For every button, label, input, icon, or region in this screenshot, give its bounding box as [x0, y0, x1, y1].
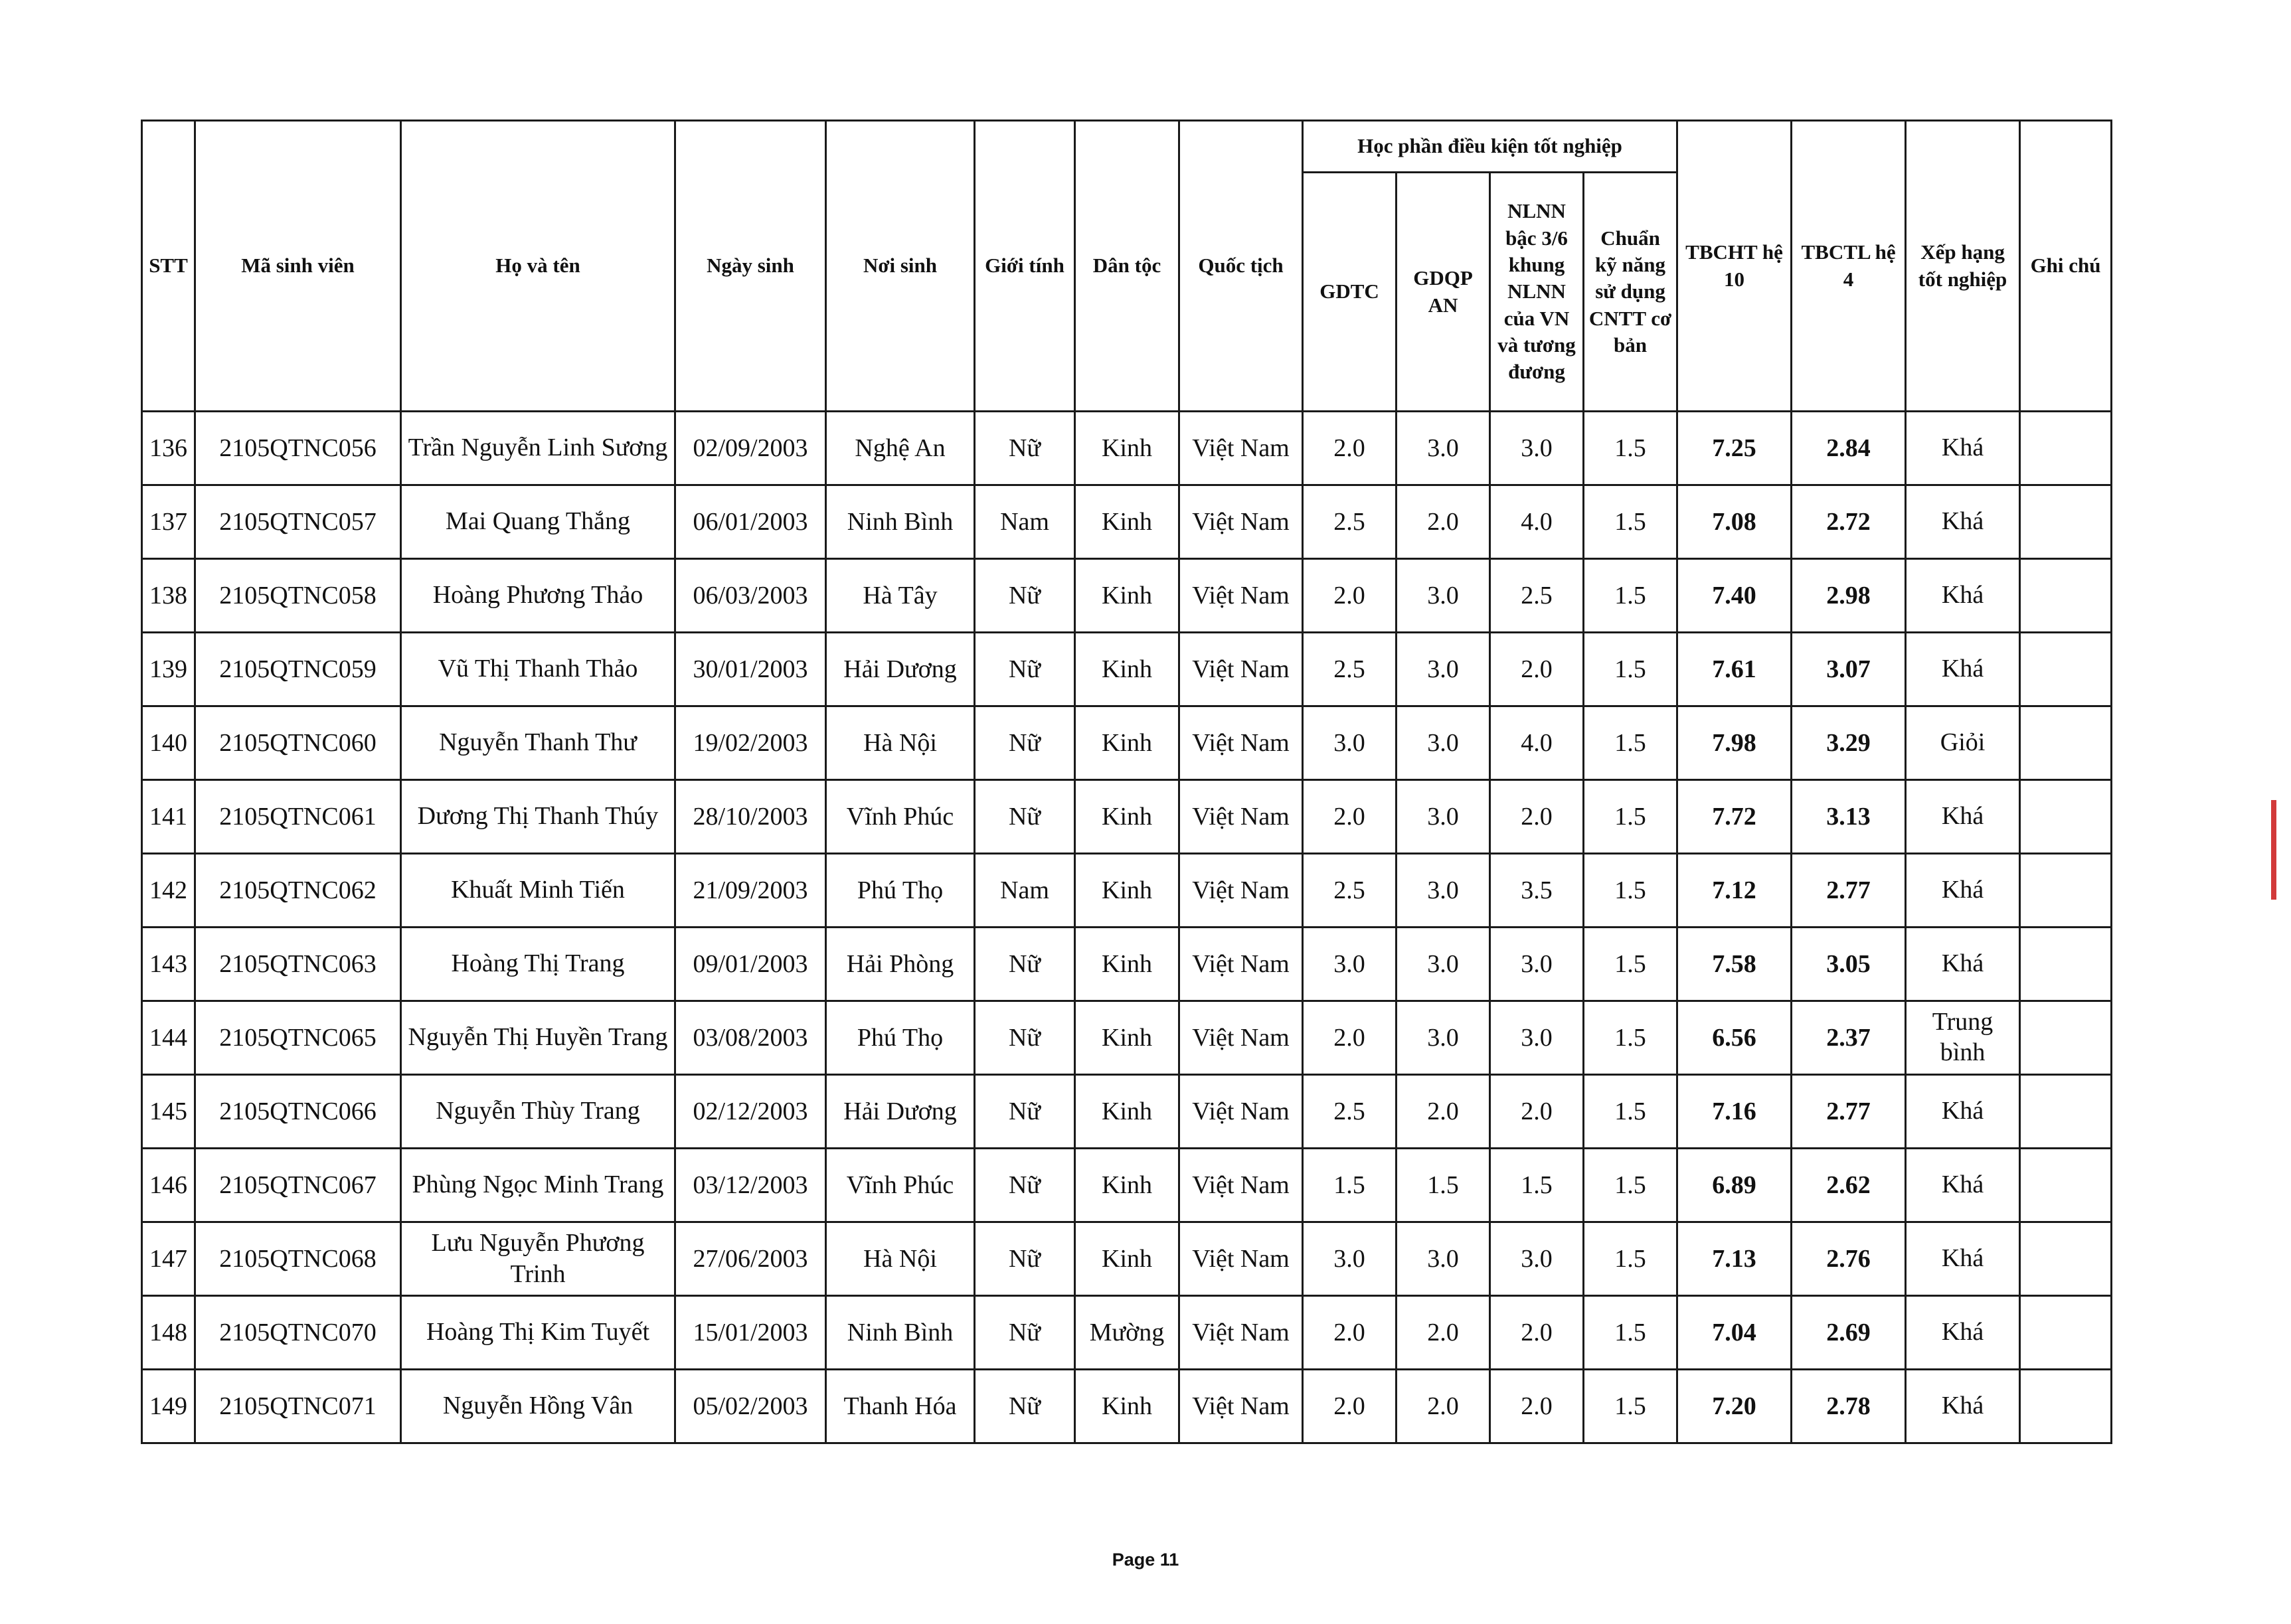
- cell-note: [2020, 1001, 2112, 1075]
- cell-rank: Giỏi: [1906, 706, 2020, 780]
- cell-stt: 143: [142, 928, 195, 1001]
- cell-full-name: Hoàng Thị Kim Tuyết: [401, 1296, 675, 1370]
- cell-ethnicity: Kinh: [1075, 412, 1179, 485]
- table-row: [142, 1370, 2112, 1443]
- cell-gdqp: 3.0: [1397, 633, 1490, 706]
- graduation-table: [141, 120, 2112, 1444]
- cell-birthplace: Ninh Bình: [826, 1296, 975, 1370]
- cell-rank: Khá: [1906, 412, 2020, 485]
- cell-gdqp: 2.0: [1397, 485, 1490, 559]
- cell-nationality: Việt Nam: [1179, 706, 1303, 780]
- cell-gdtc: 2.5: [1303, 633, 1397, 706]
- cell-full-name: Hoàng Thị Trang: [401, 928, 675, 1001]
- cell-nlnn: 2.5: [1490, 559, 1584, 633]
- cell-nationality: Việt Nam: [1179, 412, 1303, 485]
- cell-note: [2020, 1370, 2112, 1443]
- cell-tbctl: 3.13: [1792, 780, 1906, 854]
- cell-tbcht: 7.16: [1677, 1075, 1792, 1149]
- cell-note: [2020, 706, 2112, 780]
- cell-rank: Trung bình: [1906, 1001, 2020, 1075]
- cell-note: [2020, 633, 2112, 706]
- cell-gdqp: 3.0: [1397, 559, 1490, 633]
- cell-stt: 145: [142, 1075, 195, 1149]
- cell-gdqp: 3.0: [1397, 928, 1490, 1001]
- cell-nlnn: 3.5: [1490, 854, 1584, 928]
- cell-cntt: 1.5: [1584, 1222, 1677, 1296]
- cell-student-id: 2105QTNC056: [195, 412, 401, 485]
- cell-nationality: Việt Nam: [1179, 1370, 1303, 1443]
- cell-dob: 05/02/2003: [675, 1370, 826, 1443]
- cell-rank: Khá: [1906, 559, 2020, 633]
- cell-birthplace: Hà Tây: [826, 559, 975, 633]
- cell-cntt: 1.5: [1584, 633, 1677, 706]
- cell-tbcht: 7.08: [1677, 485, 1792, 559]
- cell-student-id: 2105QTNC065: [195, 1001, 401, 1075]
- cell-gdtc: 2.0: [1303, 780, 1397, 854]
- cell-student-id: 2105QTNC063: [195, 928, 401, 1001]
- cell-gender: Nữ: [975, 412, 1075, 485]
- cell-gdqp: 3.0: [1397, 706, 1490, 780]
- cell-gdtc: 1.5: [1303, 1149, 1397, 1222]
- cell-tbctl: 2.77: [1792, 854, 1906, 928]
- cell-note: [2020, 1296, 2112, 1370]
- cell-ethnicity: Kinh: [1075, 780, 1179, 854]
- cell-ethnicity: Kinh: [1075, 1222, 1179, 1296]
- cell-cntt: 1.5: [1584, 1075, 1677, 1149]
- cell-stt: 142: [142, 854, 195, 928]
- table-row: [142, 412, 2112, 485]
- cell-dob: 19/02/2003: [675, 706, 826, 780]
- cell-student-id: 2105QTNC067: [195, 1149, 401, 1222]
- cell-gender: Nữ: [975, 633, 1075, 706]
- cell-rank: Khá: [1906, 1149, 2020, 1222]
- cell-tbctl: 2.69: [1792, 1296, 1906, 1370]
- cell-full-name: Dương Thị Thanh Thúy: [401, 780, 675, 854]
- cell-nationality: Việt Nam: [1179, 1149, 1303, 1222]
- cell-rank: Khá: [1906, 633, 2020, 706]
- cell-student-id: 2105QTNC057: [195, 485, 401, 559]
- cell-stt: 136: [142, 412, 195, 485]
- header-birthplace: Nơi sinh: [826, 121, 975, 412]
- cell-gdqp: 2.0: [1397, 1075, 1490, 1149]
- cell-full-name: Nguyễn Thị Huyền Trang: [401, 1001, 675, 1075]
- cell-tbcht: 7.20: [1677, 1370, 1792, 1443]
- cell-gdtc: 2.5: [1303, 1075, 1397, 1149]
- cell-tbcht: 6.89: [1677, 1149, 1792, 1222]
- cell-tbctl: 2.77: [1792, 1075, 1906, 1149]
- table-row: [142, 780, 2112, 854]
- cell-nlnn: 2.0: [1490, 1075, 1584, 1149]
- cell-note: [2020, 1075, 2112, 1149]
- table-header: [142, 121, 2112, 412]
- cell-nlnn: 2.0: [1490, 633, 1584, 706]
- header-student-id: Mã sinh viên: [195, 121, 401, 412]
- cell-rank: Khá: [1906, 928, 2020, 1001]
- graduation-list-sheet: [141, 120, 2110, 1444]
- cell-rank: Khá: [1906, 485, 2020, 559]
- cell-gender: Nữ: [975, 1222, 1075, 1296]
- cell-student-id: 2105QTNC061: [195, 780, 401, 854]
- cell-stt: 137: [142, 485, 195, 559]
- cell-rank: Khá: [1906, 1296, 2020, 1370]
- cell-student-id: 2105QTNC071: [195, 1370, 401, 1443]
- cell-gender: Nữ: [975, 559, 1075, 633]
- cell-full-name: Lưu Nguyễn Phương Trinh: [401, 1222, 675, 1296]
- cell-gdtc: 2.5: [1303, 485, 1397, 559]
- table-row: [142, 928, 2112, 1001]
- cell-cntt: 1.5: [1584, 1149, 1677, 1222]
- table-row: [142, 854, 2112, 928]
- cell-student-id: 2105QTNC062: [195, 854, 401, 928]
- header-nationality: Quốc tịch: [1179, 121, 1303, 412]
- cell-dob: 03/12/2003: [675, 1149, 826, 1222]
- header-stt: STT: [142, 121, 195, 412]
- cell-dob: 28/10/2003: [675, 780, 826, 854]
- cell-gdtc: 2.0: [1303, 1296, 1397, 1370]
- cell-stt: 140: [142, 706, 195, 780]
- cell-full-name: Nguyễn Thùy Trang: [401, 1075, 675, 1149]
- cell-birthplace: Hà Nội: [826, 706, 975, 780]
- cell-dob: 21/09/2003: [675, 854, 826, 928]
- table-row: [142, 706, 2112, 780]
- header-graduation-conditions: Học phần điều kiện tốt nghiệp: [1303, 121, 1677, 173]
- cell-tbctl: 3.05: [1792, 928, 1906, 1001]
- scan-edge-mark: [2271, 800, 2276, 900]
- table-row: [142, 1222, 2112, 1296]
- cell-rank: Khá: [1906, 1075, 2020, 1149]
- cell-ethnicity: Kinh: [1075, 854, 1179, 928]
- cell-nlnn: 2.0: [1490, 1370, 1584, 1443]
- cell-stt: 146: [142, 1149, 195, 1222]
- cell-birthplace: Phú Thọ: [826, 854, 975, 928]
- cell-rank: Khá: [1906, 1370, 2020, 1443]
- cell-tbcht: 6.56: [1677, 1001, 1792, 1075]
- cell-gdtc: 3.0: [1303, 928, 1397, 1001]
- cell-tbctl: 2.84: [1792, 412, 1906, 485]
- cell-cntt: 1.5: [1584, 706, 1677, 780]
- header-gdqp: GDQP AN: [1397, 173, 1490, 412]
- cell-cntt: 1.5: [1584, 1370, 1677, 1443]
- cell-gender: Nữ: [975, 1296, 1075, 1370]
- cell-full-name: Vũ Thị Thanh Thảo: [401, 633, 675, 706]
- cell-tbcht: 7.25: [1677, 412, 1792, 485]
- cell-full-name: Nguyễn Hồng Vân: [401, 1370, 675, 1443]
- header-note: Ghi chú: [2020, 121, 2112, 412]
- cell-birthplace: Hải Phòng: [826, 928, 975, 1001]
- cell-dob: 27/06/2003: [675, 1222, 826, 1296]
- cell-gdqp: 3.0: [1397, 412, 1490, 485]
- cell-dob: 02/09/2003: [675, 412, 826, 485]
- cell-gdtc: 2.0: [1303, 559, 1397, 633]
- cell-nlnn: 2.0: [1490, 780, 1584, 854]
- cell-ethnicity: Kinh: [1075, 1001, 1179, 1075]
- cell-student-id: 2105QTNC058: [195, 559, 401, 633]
- cell-ethnicity: Kinh: [1075, 1075, 1179, 1149]
- cell-nlnn: 3.0: [1490, 1001, 1584, 1075]
- table-row: [142, 485, 2112, 559]
- cell-nationality: Việt Nam: [1179, 633, 1303, 706]
- cell-nationality: Việt Nam: [1179, 1001, 1303, 1075]
- cell-tbcht: 7.61: [1677, 633, 1792, 706]
- cell-dob: 02/12/2003: [675, 1075, 826, 1149]
- page-number: Page 11: [1112, 1550, 1179, 1570]
- cell-rank: Khá: [1906, 1222, 2020, 1296]
- header-ethnicity: Dân tộc: [1075, 121, 1179, 412]
- table-row: [142, 1296, 2112, 1370]
- cell-cntt: 1.5: [1584, 1001, 1677, 1075]
- cell-gender: Nam: [975, 485, 1075, 559]
- cell-full-name: Mai Quang Thắng: [401, 485, 675, 559]
- cell-gdtc: 2.5: [1303, 854, 1397, 928]
- header-nlnn: NLNN bậc 3/6 khung NLNN của VN và tương đương: [1490, 173, 1584, 412]
- cell-nationality: Việt Nam: [1179, 485, 1303, 559]
- cell-student-id: 2105QTNC068: [195, 1222, 401, 1296]
- cell-gdtc: 2.0: [1303, 1370, 1397, 1443]
- cell-note: [2020, 780, 2112, 854]
- cell-gender: Nữ: [975, 1149, 1075, 1222]
- cell-note: [2020, 485, 2112, 559]
- cell-gender: Nữ: [975, 928, 1075, 1001]
- cell-gender: Nữ: [975, 1370, 1075, 1443]
- cell-birthplace: Nghệ An: [826, 412, 975, 485]
- cell-stt: 149: [142, 1370, 195, 1443]
- cell-dob: 06/01/2003: [675, 485, 826, 559]
- cell-nationality: Việt Nam: [1179, 928, 1303, 1001]
- cell-dob: 30/01/2003: [675, 633, 826, 706]
- cell-tbctl: 2.76: [1792, 1222, 1906, 1296]
- table-row: [142, 559, 2112, 633]
- cell-gdqp: 2.0: [1397, 1370, 1490, 1443]
- cell-ethnicity: Kinh: [1075, 485, 1179, 559]
- table-row: [142, 1075, 2112, 1149]
- table-body: [142, 412, 2112, 1443]
- cell-gdqp: 3.0: [1397, 780, 1490, 854]
- cell-tbcht: 7.40: [1677, 559, 1792, 633]
- cell-tbcht: 7.98: [1677, 706, 1792, 780]
- cell-full-name: Khuất Minh Tiến: [401, 854, 675, 928]
- header-dob: Ngày sinh: [675, 121, 826, 412]
- cell-dob: 06/03/2003: [675, 559, 826, 633]
- cell-student-id: 2105QTNC070: [195, 1296, 401, 1370]
- header-gdtc: GDTC: [1303, 173, 1397, 412]
- cell-full-name: Trần Nguyễn Linh Sương: [401, 412, 675, 485]
- cell-gender: Nữ: [975, 706, 1075, 780]
- cell-cntt: 1.5: [1584, 854, 1677, 928]
- cell-birthplace: Ninh Bình: [826, 485, 975, 559]
- cell-cntt: 1.5: [1584, 928, 1677, 1001]
- cell-tbctl: 3.07: [1792, 633, 1906, 706]
- cell-gdtc: 2.0: [1303, 412, 1397, 485]
- cell-tbcht: 7.13: [1677, 1222, 1792, 1296]
- cell-tbctl: 2.78: [1792, 1370, 1906, 1443]
- cell-tbctl: 3.29: [1792, 706, 1906, 780]
- cell-birthplace: Hà Nội: [826, 1222, 975, 1296]
- cell-tbcht: 7.72: [1677, 780, 1792, 854]
- cell-gdtc: 2.0: [1303, 1001, 1397, 1075]
- cell-nlnn: 2.0: [1490, 1296, 1584, 1370]
- cell-note: [2020, 1149, 2112, 1222]
- cell-birthplace: Thanh Hóa: [826, 1370, 975, 1443]
- cell-nationality: Việt Nam: [1179, 1222, 1303, 1296]
- cell-birthplace: Phú Thọ: [826, 1001, 975, 1075]
- cell-note: [2020, 928, 2112, 1001]
- cell-note: [2020, 854, 2112, 928]
- cell-nlnn: 3.0: [1490, 412, 1584, 485]
- cell-gdtc: 3.0: [1303, 706, 1397, 780]
- cell-birthplace: Vĩnh Phúc: [826, 1149, 975, 1222]
- cell-tbcht: 7.04: [1677, 1296, 1792, 1370]
- cell-dob: 09/01/2003: [675, 928, 826, 1001]
- cell-tbcht: 7.58: [1677, 928, 1792, 1001]
- header-cntt: Chuẩn kỹ năng sử dụng CNTT cơ bản: [1584, 173, 1677, 412]
- cell-cntt: 1.5: [1584, 559, 1677, 633]
- table-row: [142, 1001, 2112, 1075]
- cell-stt: 148: [142, 1296, 195, 1370]
- cell-rank: Khá: [1906, 854, 2020, 928]
- cell-nlnn: 1.5: [1490, 1149, 1584, 1222]
- cell-ethnicity: Kinh: [1075, 1149, 1179, 1222]
- cell-birthplace: Hải Dương: [826, 633, 975, 706]
- cell-stt: 144: [142, 1001, 195, 1075]
- cell-gdtc: 3.0: [1303, 1222, 1397, 1296]
- cell-tbctl: 2.72: [1792, 485, 1906, 559]
- cell-tbcht: 7.12: [1677, 854, 1792, 928]
- cell-note: [2020, 412, 2112, 485]
- cell-student-id: 2105QTNC059: [195, 633, 401, 706]
- cell-ethnicity: Kinh: [1075, 633, 1179, 706]
- cell-stt: 147: [142, 1222, 195, 1296]
- cell-cntt: 1.5: [1584, 485, 1677, 559]
- cell-gdqp: 3.0: [1397, 854, 1490, 928]
- cell-ethnicity: Kinh: [1075, 1370, 1179, 1443]
- cell-gender: Nam: [975, 854, 1075, 928]
- cell-tbctl: 2.62: [1792, 1149, 1906, 1222]
- cell-cntt: 1.5: [1584, 412, 1677, 485]
- cell-nationality: Việt Nam: [1179, 1075, 1303, 1149]
- cell-ethnicity: Mường: [1075, 1296, 1179, 1370]
- cell-student-id: 2105QTNC060: [195, 706, 401, 780]
- cell-nationality: Việt Nam: [1179, 854, 1303, 928]
- cell-tbctl: 2.98: [1792, 559, 1906, 633]
- cell-gdqp: 2.0: [1397, 1296, 1490, 1370]
- cell-cntt: 1.5: [1584, 780, 1677, 854]
- cell-note: [2020, 559, 2112, 633]
- cell-nlnn: 3.0: [1490, 1222, 1584, 1296]
- table-row: [142, 633, 2112, 706]
- header-full-name: Họ và tên: [401, 121, 675, 412]
- cell-gdqp: 3.0: [1397, 1001, 1490, 1075]
- cell-nlnn: 4.0: [1490, 485, 1584, 559]
- cell-ethnicity: Kinh: [1075, 706, 1179, 780]
- cell-nationality: Việt Nam: [1179, 780, 1303, 854]
- cell-gdqp: 3.0: [1397, 1222, 1490, 1296]
- cell-stt: 138: [142, 559, 195, 633]
- header-gender: Giới tính: [975, 121, 1075, 412]
- cell-nationality: Việt Nam: [1179, 1296, 1303, 1370]
- cell-birthplace: Vĩnh Phúc: [826, 780, 975, 854]
- cell-full-name: Hoàng Phương Thảo: [401, 559, 675, 633]
- cell-full-name: Phùng Ngọc Minh Trang: [401, 1149, 675, 1222]
- cell-gender: Nữ: [975, 1001, 1075, 1075]
- header-rank: Xếp hạng tốt nghiệp: [1906, 121, 2020, 412]
- table-row: [142, 1149, 2112, 1222]
- cell-full-name: Nguyễn Thanh Thư: [401, 706, 675, 780]
- cell-nationality: Việt Nam: [1179, 559, 1303, 633]
- cell-nlnn: 3.0: [1490, 928, 1584, 1001]
- header-tbctl: TBCTL hệ 4: [1792, 121, 1906, 412]
- cell-stt: 141: [142, 780, 195, 854]
- cell-gender: Nữ: [975, 780, 1075, 854]
- cell-birthplace: Hải Dương: [826, 1075, 975, 1149]
- cell-stt: 139: [142, 633, 195, 706]
- cell-cntt: 1.5: [1584, 1296, 1677, 1370]
- cell-nlnn: 4.0: [1490, 706, 1584, 780]
- cell-gender: Nữ: [975, 1075, 1075, 1149]
- cell-dob: 15/01/2003: [675, 1296, 826, 1370]
- cell-ethnicity: Kinh: [1075, 559, 1179, 633]
- cell-rank: Khá: [1906, 780, 2020, 854]
- cell-tbctl: 2.37: [1792, 1001, 1906, 1075]
- cell-gdqp: 1.5: [1397, 1149, 1490, 1222]
- cell-student-id: 2105QTNC066: [195, 1075, 401, 1149]
- cell-note: [2020, 1222, 2112, 1296]
- cell-dob: 03/08/2003: [675, 1001, 826, 1075]
- cell-ethnicity: Kinh: [1075, 928, 1179, 1001]
- header-tbcht: TBCHT hệ 10: [1677, 121, 1792, 412]
